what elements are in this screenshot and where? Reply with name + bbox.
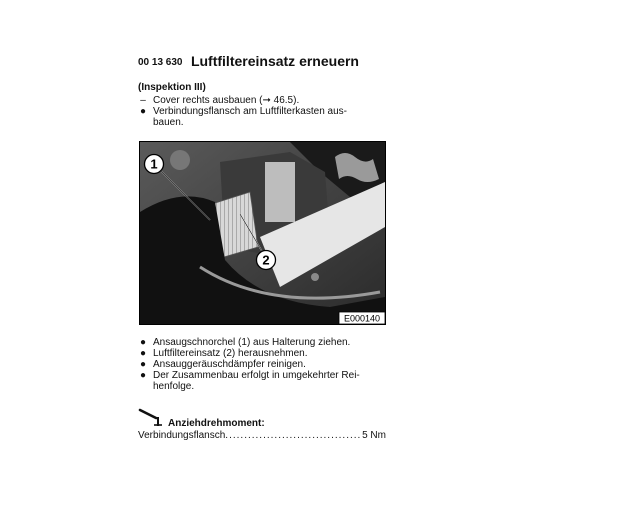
torque-value: 5 Nm — [362, 430, 386, 441]
step-text: henfolge. — [153, 381, 195, 392]
step-text: bauen. — [153, 117, 184, 128]
step-item — [138, 95, 398, 106]
steps-top — [138, 95, 398, 128]
procedure-title: Luftfiltereinsatz erneuern — [190, 53, 359, 69]
bullet-marker: ● — [139, 337, 147, 348]
callout-2-label: 2 — [262, 252, 270, 268]
bolt-detail — [311, 273, 319, 281]
engine-photo-illustration — [140, 142, 385, 324]
inspection-note: (Inspektion III) — [138, 82, 206, 93]
bullet-marker: ● — [139, 359, 147, 370]
image-code: E000140 — [343, 313, 381, 324]
page-title — [138, 53, 359, 71]
step-text: Verbindungsflansch am Luftfilterkasten aus- — [153, 106, 347, 117]
step-text: Der Zusammenbau erfolgt in umgekehrter Rei- — [153, 370, 360, 381]
step-item — [138, 106, 398, 117]
step-item — [138, 370, 398, 381]
figure-photo — [139, 141, 386, 325]
step-text: Ansauggeräuschdämpfer reinigen. — [153, 359, 306, 370]
leader-dots — [225, 430, 362, 441]
top-fitting — [170, 150, 190, 170]
bullet-marker: ● — [139, 370, 147, 381]
callout-1-label: 1 — [150, 156, 158, 172]
torque-item: Verbindungsflansch — [138, 430, 226, 441]
step-item — [138, 337, 398, 348]
bullet-marker: ● — [139, 348, 147, 359]
torque-heading: Anziehdrehmoment: — [168, 418, 265, 429]
step-continuation — [138, 117, 398, 128]
procedure-code: 00 13 630 — [138, 57, 183, 68]
torque-wrench-icon — [138, 407, 164, 432]
housing-panel — [265, 162, 295, 222]
step-text: Ansaugschnorchel (1) aus Halterung ziehen. — [153, 337, 351, 348]
dash-marker: – — [140, 95, 146, 106]
step-text: Luftfiltereinsatz (2) herausnehmen. — [153, 348, 308, 359]
step-continuation — [138, 381, 398, 392]
torque-spec-row — [138, 430, 386, 441]
bullet-marker: ● — [139, 106, 147, 117]
step-text: Cover rechts ausbauen (➞ 46.5). — [153, 95, 300, 106]
step-item — [138, 348, 398, 359]
steps-bottom — [138, 337, 398, 392]
step-item — [138, 359, 398, 370]
